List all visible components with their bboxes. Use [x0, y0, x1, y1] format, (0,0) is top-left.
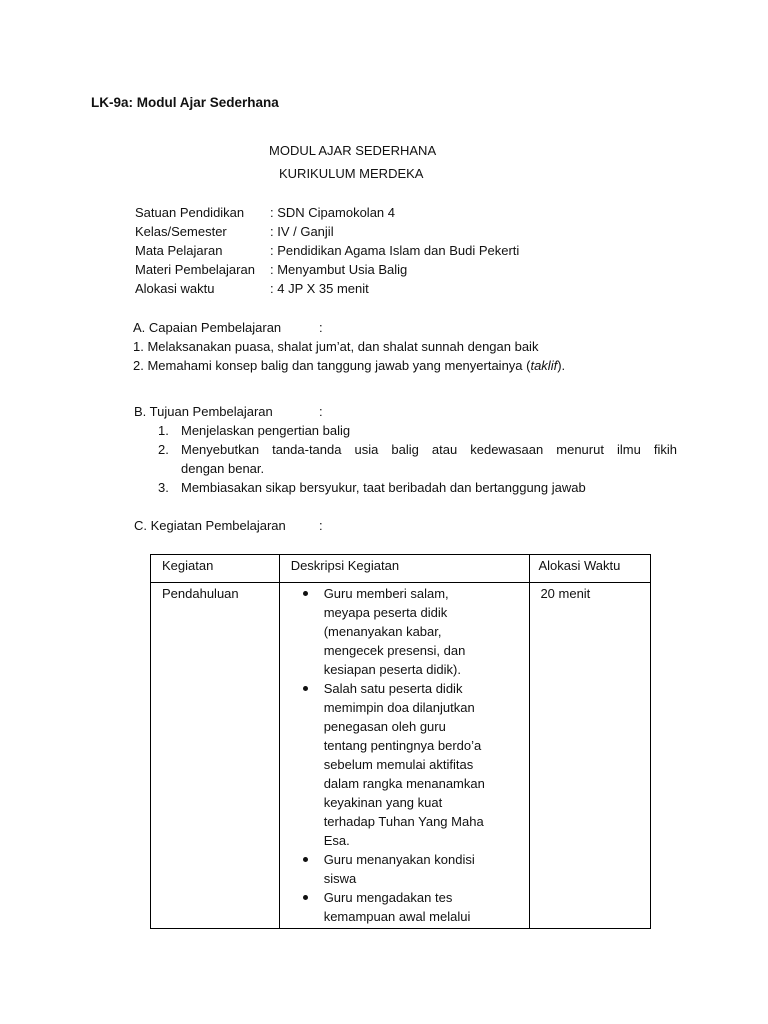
identity-value: : Pendidikan Agama Islam dan Budi Pekerti [270, 243, 520, 258]
activity-bullet-list [280, 584, 530, 926]
list-item-line: meyapa peserta didik [323, 605, 448, 620]
curriculum-heading: KURIKULUM MERDEKA [279, 166, 424, 181]
table-cell-kegiatan: Pendahuluan [151, 583, 280, 929]
table-header-row [151, 555, 651, 583]
section-b-item-text-cont: dengan benar. [181, 461, 265, 476]
identity-value: : SDN Cipamokolan 4 [270, 205, 395, 220]
section-a-item-2-end: ). [557, 358, 566, 373]
identity-label: Mata Pelajaran [135, 243, 223, 258]
module-heading: MODUL AJAR SEDERHANA [269, 143, 437, 158]
list-item-line: Esa. [323, 833, 350, 848]
list-item-line: kemampuan awal melalui [323, 909, 471, 924]
activities-table [150, 554, 651, 929]
bullet-dot-icon [303, 686, 308, 691]
table-header-deskripsi: Deskripsi Kegiatan [279, 555, 530, 583]
list-item-line: (menanyakan kabar, [323, 624, 442, 639]
list-item-line: tentang pentingnya berdo’a [323, 738, 482, 753]
section-b-colon: : [319, 404, 323, 419]
table-row [151, 583, 651, 929]
list-item-line: sebelum memulai aktifitas [323, 757, 474, 772]
section-b-item-number: 3. [158, 480, 169, 495]
identity-value: : 4 JP X 35 menit [270, 281, 369, 296]
identity-label: Kelas/Semester [135, 224, 227, 239]
section-b-item-text: Membiasakan sikap bersyukur, taat beribadah dan bertanggung jawab [181, 480, 586, 495]
list-item-line: memimpin doa dilanjutkan [323, 700, 475, 715]
list-item-line: penegasan oleh guru [323, 719, 446, 734]
list-item-line: Salah satu peserta didik [323, 681, 463, 696]
section-c-title: C. Kegiatan Pembelajaran [134, 518, 286, 533]
section-a-item-2-italic: taklif [530, 358, 558, 373]
section-b-title: B. Tujuan Pembelajaran [134, 404, 273, 419]
section-a-title: A. Capaian Pembelajaran [133, 320, 282, 335]
section-b-item-number: 2. [158, 442, 169, 457]
section-b-item-number: 1. [158, 423, 169, 438]
list-item-line: dalam rangka menanamkan [323, 776, 485, 791]
table-header-kegiatan: Kegiatan [151, 555, 280, 583]
list-item [280, 584, 530, 679]
list-item-line: keyakinan yang kuat [323, 795, 443, 810]
section-a-item-1: 1. Melaksanakan puasa, shalat jum’at, dan shalat sunnah dengan baik [133, 339, 539, 354]
section-a-item-2 [133, 356, 565, 375]
identity-label: Materi Pembelajaran [135, 262, 255, 277]
list-item-line: Guru memberi salam, [323, 586, 449, 601]
list-item-line: Guru menanyakan kondisi [323, 852, 475, 867]
bullet-dot-icon [303, 857, 308, 862]
table-cell-alokasi: 20 menit [530, 583, 651, 929]
list-item-line: Guru mengadakan tes [323, 890, 453, 905]
list-item [280, 888, 530, 926]
list-item [280, 850, 530, 888]
identity-value: : Menyambut Usia Balig [270, 262, 408, 277]
identity-value: : IV / Ganjil [270, 224, 334, 239]
list-item-line: kesiapan peserta didik). [323, 662, 461, 677]
identity-label: Alokasi waktu [135, 281, 215, 296]
table-header-alokasi: Alokasi Waktu [530, 555, 651, 583]
list-item-line: siswa [323, 871, 357, 886]
identity-label: Satuan Pendidikan [135, 205, 245, 220]
list-item-line: mengecek presensi, dan [323, 643, 466, 658]
document-title: LK-9a: Modul Ajar Sederhana [91, 95, 279, 110]
section-c-colon: : [319, 518, 323, 533]
section-a-item-2-text: 2. Memahami konsep balig dan tanggung jawab yang menyertainya ( [133, 358, 531, 373]
section-b-item-text: Menjelaskan pengertian balig [181, 423, 351, 438]
list-item-line: terhadap Tuhan Yang Maha [323, 814, 484, 829]
section-a-colon: : [319, 320, 323, 335]
bullet-dot-icon [303, 591, 308, 596]
list-item [280, 679, 530, 850]
bullet-dot-icon [303, 895, 308, 900]
section-b-item-text: Menyebutkan tanda-tanda usia balig atau kedewasaan menurut ilmu fikih [181, 442, 677, 457]
table-cell-deskripsi [279, 583, 530, 929]
